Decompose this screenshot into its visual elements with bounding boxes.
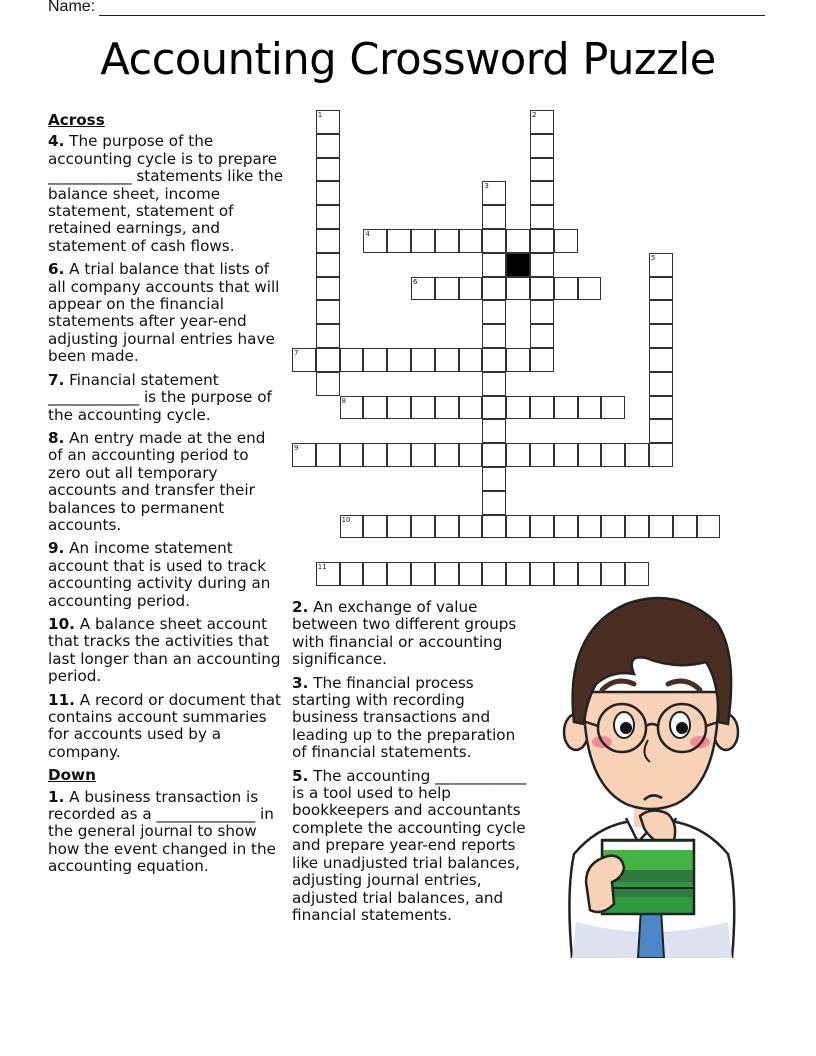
- grid-cell[interactable]: [363, 348, 387, 372]
- grid-cell[interactable]: [506, 562, 530, 586]
- across-clue-list: [48, 133, 284, 761]
- cell-clue-number: 8: [341, 396, 347, 405]
- grid-cell[interactable]: [482, 491, 506, 515]
- grid-cell[interactable]: [482, 300, 506, 324]
- clue-number: 11.: [48, 690, 75, 709]
- grid-cell[interactable]: [411, 515, 435, 539]
- grid-cell[interactable]: [482, 205, 506, 229]
- clue-number: 8.: [48, 428, 65, 447]
- clue-text: Financial statement ____________ is the purpose of the accounting cycle.: [48, 370, 272, 424]
- grid-cell[interactable]: [506, 443, 530, 467]
- accountant-illustration: [556, 592, 746, 958]
- clue-number: 1.: [48, 787, 65, 806]
- clue-text: The financial process starting with recording business transactions and leading up to the preparation of financial statements.: [292, 673, 516, 762]
- name-blank-line[interactable]: [99, 1, 765, 16]
- grid-cell[interactable]: [625, 515, 649, 539]
- clue-text: An income statement account that is used to track accounting activity during an accounting period.: [48, 539, 271, 610]
- grid-cell[interactable]: [482, 562, 506, 586]
- black-cell: [506, 253, 530, 277]
- grid-cell[interactable]: [411, 396, 435, 420]
- grid-cell[interactable]: [554, 443, 578, 467]
- grid-cell[interactable]: [482, 419, 506, 443]
- name-label: Name:: [48, 0, 96, 15]
- grid-cell[interactable]: [530, 229, 554, 253]
- grid-cell[interactable]: [649, 515, 673, 539]
- grid-cell[interactable]: [649, 396, 673, 420]
- grid-cell[interactable]: [363, 396, 387, 420]
- clue-down-1: [48, 789, 284, 876]
- page-title: Accounting Crossword Puzzle: [100, 34, 716, 85]
- grid-cell[interactable]: [435, 443, 459, 467]
- grid-cell[interactable]: [435, 277, 459, 301]
- grid-cell[interactable]: [482, 229, 506, 253]
- grid-cell[interactable]: [530, 158, 554, 182]
- clue-text: The purpose of the accounting cycle is to prepare ___________ statements like the balance sheet, income statement, statement of retained earnings, and statement of cash flows.: [48, 132, 284, 255]
- grid-cell[interactable]: [673, 515, 697, 539]
- clues-right-column: [292, 599, 528, 930]
- grid-cell[interactable]: [363, 443, 387, 467]
- clue-number: 10.: [48, 614, 75, 633]
- grid-cell[interactable]: [482, 181, 506, 205]
- clue-across-11: [48, 692, 284, 762]
- clue-across-7: [48, 372, 284, 424]
- grid-cell[interactable]: [649, 443, 673, 467]
- grid-cell[interactable]: [530, 300, 554, 324]
- grid-cell[interactable]: [554, 396, 578, 420]
- grid-cell[interactable]: [530, 562, 554, 586]
- clue-number: 2.: [292, 598, 309, 616]
- clue-text: An entry made at the end of an accounting period to zero out all temporary accounts and transfer their balances to permanent accounts.: [48, 428, 266, 534]
- grid-cell[interactable]: [578, 443, 602, 467]
- clue-number: 4.: [48, 132, 65, 151]
- down-heading: Down: [48, 766, 96, 785]
- grid-cell[interactable]: [459, 443, 483, 467]
- grid-cell[interactable]: [506, 396, 530, 420]
- grid-cell[interactable]: [530, 110, 554, 134]
- grid-cell[interactable]: [554, 515, 578, 539]
- grid-cell[interactable]: [411, 443, 435, 467]
- grid-cell[interactable]: [482, 372, 506, 396]
- grid-cell[interactable]: [554, 229, 578, 253]
- grid-cell[interactable]: [316, 229, 340, 253]
- grid-cell[interactable]: [459, 515, 483, 539]
- grid-cell[interactable]: [340, 396, 364, 420]
- grid-cell[interactable]: [316, 205, 340, 229]
- grid-cell[interactable]: [601, 443, 625, 467]
- grid-cell[interactable]: [649, 253, 673, 277]
- grid-cell[interactable]: [649, 372, 673, 396]
- clue-text: A balance sheet account that tracks the activities that last longer than an accounting period.: [48, 614, 281, 686]
- clue-text: A trial balance that lists of all company accounts that will appear on the financial statements after year-end adjusting journal entries have been made.: [48, 260, 280, 366]
- grid-cell[interactable]: [340, 562, 364, 586]
- grid-cell[interactable]: [482, 324, 506, 348]
- grid-cell[interactable]: [459, 229, 483, 253]
- grid-cell[interactable]: [340, 443, 364, 467]
- grid-cell[interactable]: [482, 396, 506, 420]
- grid-cell[interactable]: [459, 348, 483, 372]
- grid-cell[interactable]: [363, 515, 387, 539]
- cell-clue-number: 4: [365, 230, 370, 238]
- grid-cell[interactable]: [530, 348, 554, 372]
- grid-cell[interactable]: [459, 562, 483, 586]
- grid-cell[interactable]: [530, 515, 554, 539]
- grid-cell[interactable]: [554, 562, 578, 586]
- grid-cell[interactable]: [530, 396, 554, 420]
- grid-cell[interactable]: [459, 396, 483, 420]
- grid-cell[interactable]: [363, 229, 387, 253]
- name-field[interactable]: [48, 0, 765, 16]
- down-clue-list-left: [48, 789, 284, 876]
- grid-cell[interactable]: [482, 277, 506, 301]
- cell-clue-number: 1: [317, 111, 323, 119]
- grid-cell[interactable]: [506, 515, 530, 539]
- grid-cell[interactable]: [578, 277, 602, 301]
- grid-cell[interactable]: [387, 229, 411, 253]
- grid-cell[interactable]: [506, 277, 530, 301]
- grid-cell[interactable]: [649, 419, 673, 443]
- clue-number: 7.: [48, 370, 65, 389]
- grid-cell[interactable]: [387, 515, 411, 539]
- grid-cell[interactable]: [578, 396, 602, 420]
- clue-number: 5.: [292, 766, 309, 785]
- grid-cell[interactable]: [316, 443, 340, 467]
- cell-clue-number: 5: [651, 253, 656, 262]
- clue-across-8: [48, 430, 284, 534]
- grid-cell[interactable]: [554, 277, 578, 301]
- grid-cell[interactable]: [316, 324, 340, 348]
- grid-cell[interactable]: [506, 229, 530, 253]
- grid-cell[interactable]: [411, 277, 435, 301]
- grid-cell[interactable]: [649, 348, 673, 372]
- cell-clue-number: 11: [317, 563, 327, 572]
- cell-clue-number: 6: [413, 277, 418, 286]
- grid-cell[interactable]: [459, 277, 483, 301]
- clue-text: A record or document that contains account summaries for accounts used by a company.: [48, 690, 281, 761]
- grid-cell[interactable]: [387, 562, 411, 586]
- grid-cell[interactable]: [697, 515, 721, 539]
- grid-cell[interactable]: [340, 348, 364, 372]
- clue-number: 6.: [48, 260, 65, 279]
- clue-number: 9.: [48, 539, 65, 558]
- grid-cell[interactable]: [411, 348, 435, 372]
- grid-cell[interactable]: [649, 277, 673, 301]
- grid-cell[interactable]: [482, 515, 506, 539]
- grid-cell[interactable]: [387, 443, 411, 467]
- grid-cell[interactable]: [530, 324, 554, 348]
- grid-cell[interactable]: [482, 443, 506, 467]
- cell-clue-number: 9: [294, 444, 299, 453]
- grid-cell[interactable]: [530, 443, 554, 467]
- clue-across-9: [48, 540, 284, 610]
- grid-cell[interactable]: [625, 562, 649, 586]
- clue-across-6: [48, 261, 284, 365]
- grid-cell[interactable]: [625, 443, 649, 467]
- clue-down-2: [292, 599, 528, 669]
- grid-cell[interactable]: [363, 562, 387, 586]
- grid-cell[interactable]: [578, 515, 602, 539]
- grid-cell[interactable]: [316, 348, 340, 372]
- grid-cell[interactable]: [435, 348, 459, 372]
- grid-cell[interactable]: [387, 348, 411, 372]
- grid-cell[interactable]: [649, 300, 673, 324]
- across-heading: Across: [48, 111, 105, 129]
- down-clue-list-right: [292, 599, 528, 924]
- clue-text: The accounting ____________ is a tool used to help bookkeepers and accountants complete the accounting cycle and prepare year-end reports like unadjusted trial balances, adjusting journal entries, adjusted trial balances, and financial statements.: [292, 766, 527, 924]
- grid-cell[interactable]: [316, 372, 340, 396]
- grid-cell[interactable]: [435, 515, 459, 539]
- clue-text: An exchange of value between two different groups with financial or accounting significance.: [292, 598, 517, 669]
- grid-cell[interactable]: [482, 467, 506, 491]
- clue-number: 3.: [292, 673, 309, 692]
- grid-cell[interactable]: [435, 562, 459, 586]
- grid-cell[interactable]: [316, 110, 340, 134]
- clue-across-10: [48, 616, 284, 686]
- clue-text: A business transaction is recorded as a _____________ in the general journal to show how the event changed in the accounting equation.: [48, 787, 276, 876]
- grid-cell[interactable]: [316, 181, 340, 205]
- clue-down-3: [292, 675, 528, 762]
- grid-cell[interactable]: [435, 396, 459, 420]
- grid-cell[interactable]: [316, 134, 340, 158]
- grid-cell[interactable]: [530, 253, 554, 277]
- grid-cell[interactable]: [482, 348, 506, 372]
- cell-clue-number: 7: [294, 349, 299, 357]
- grid-cell[interactable]: [435, 229, 459, 253]
- clues-left-column: [48, 112, 284, 882]
- grid-cell[interactable]: [649, 324, 673, 348]
- grid-cell[interactable]: [316, 158, 340, 182]
- grid-cell[interactable]: [292, 443, 316, 467]
- cell-clue-number: 10: [341, 515, 351, 524]
- grid-cell[interactable]: [340, 515, 364, 539]
- grid-cell[interactable]: [530, 277, 554, 301]
- grid-cell[interactable]: [578, 562, 602, 586]
- grid-cell[interactable]: [316, 562, 340, 586]
- grid-cell[interactable]: [530, 181, 554, 205]
- grid-cell[interactable]: [292, 348, 316, 372]
- clue-down-5: [292, 768, 528, 925]
- grid-cell[interactable]: [601, 515, 625, 539]
- grid-cell[interactable]: [411, 562, 435, 586]
- grid-cell[interactable]: [316, 300, 340, 324]
- grid-cell[interactable]: [387, 396, 411, 420]
- cell-clue-number: 2: [532, 111, 537, 119]
- grid-cell[interactable]: [530, 205, 554, 229]
- grid-cell[interactable]: [316, 277, 340, 301]
- grid-cell[interactable]: [482, 253, 506, 277]
- grid-cell[interactable]: [530, 134, 554, 158]
- clue-across-4: [48, 133, 284, 255]
- grid-cell[interactable]: [506, 348, 530, 372]
- grid-cell[interactable]: [411, 229, 435, 253]
- grid-cell[interactable]: [601, 562, 625, 586]
- grid-cell[interactable]: [601, 396, 625, 420]
- cell-clue-number: 3: [484, 182, 489, 191]
- grid-cell[interactable]: [316, 253, 340, 277]
